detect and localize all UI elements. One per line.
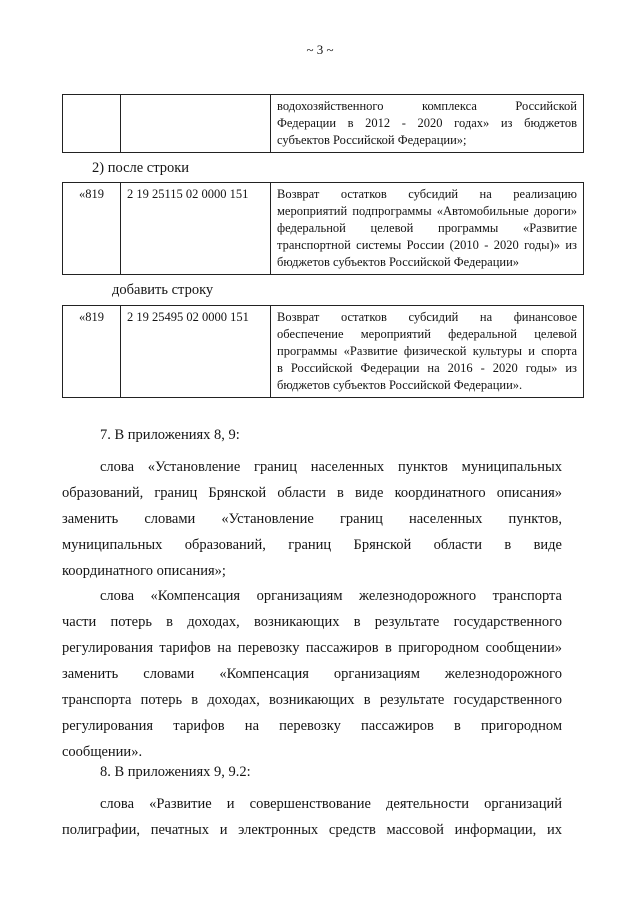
table-row <box>63 306 584 398</box>
table-existing-row <box>62 182 584 275</box>
table-new-row <box>62 305 584 398</box>
section-8-paragraph-1: слова «Развитие и совершенствование деятельности организаций полиграфии, печатных и электронных средств массовой информации, их <box>62 796 562 838</box>
label-add-line: добавить строку <box>112 282 214 298</box>
table-cell-code <box>63 95 121 153</box>
table-row <box>63 95 584 153</box>
section-7-paragraph-2: слова «Компенсация организациям железнодорожного транспорта части потерь в доходах, возникающих в результате государственного регулирования тарифов на перевозку пассажиров в пригородном сообщении» заменить словами «Компенсация организациям железнодорожного транспорта потерь в доходах, возникающих в результате государственного регулирования тарифов на перевозку пассажиров в пригородном сообщении». <box>62 588 562 760</box>
table-cell-kbk <box>121 95 271 153</box>
table-continuation <box>62 94 584 153</box>
table-cell-description: Возврат остатков субсидий на финансовое обеспечение мероприятий федеральной целевой программы «Развитие физической культуры и спорта в Российской Федерации на 2016 - 2020 годы» из бюджетов субъектов Российской Федерации». <box>271 306 584 398</box>
section-7-heading: 7. В приложениях 8, 9: <box>100 427 240 443</box>
table-cell-description: водохозяйственного комплекса Российской Федерации в 2012 - 2020 годах» из бюджетов субъектов Российской Федерации»; <box>271 95 584 153</box>
table-row <box>63 183 584 275</box>
table-cell-code: «819 <box>63 183 121 275</box>
label-after-line: 2) после строки <box>92 160 190 176</box>
table-cell-code: «819 <box>63 306 121 398</box>
section-8-heading: 8. В приложениях 9, 9.2: <box>100 764 251 780</box>
table-cell-kbk: 2 19 25495 02 0000 151 <box>121 306 271 398</box>
section-7-paragraph-1: слова «Установление границ населенных пунктов муниципальных образований, границ Брянской области в виде координатного описания» заменить словами «Установление границ населенных пунктов, муниципальных образований, границ Брянской области в виде координатного описания»; <box>62 459 562 579</box>
table-cell-kbk: 2 19 25115 02 0000 151 <box>121 183 271 275</box>
page-number: ~ 3 ~ <box>306 42 334 57</box>
table-cell-description: Возврат остатков субсидий на реализацию мероприятий подпрограммы «Автомобильные дороги» федеральной целевой программы «Развитие транспортной системы России (2010 - 2020 годы)» из бюджетов субъектов Российской Федерации» <box>271 183 584 275</box>
